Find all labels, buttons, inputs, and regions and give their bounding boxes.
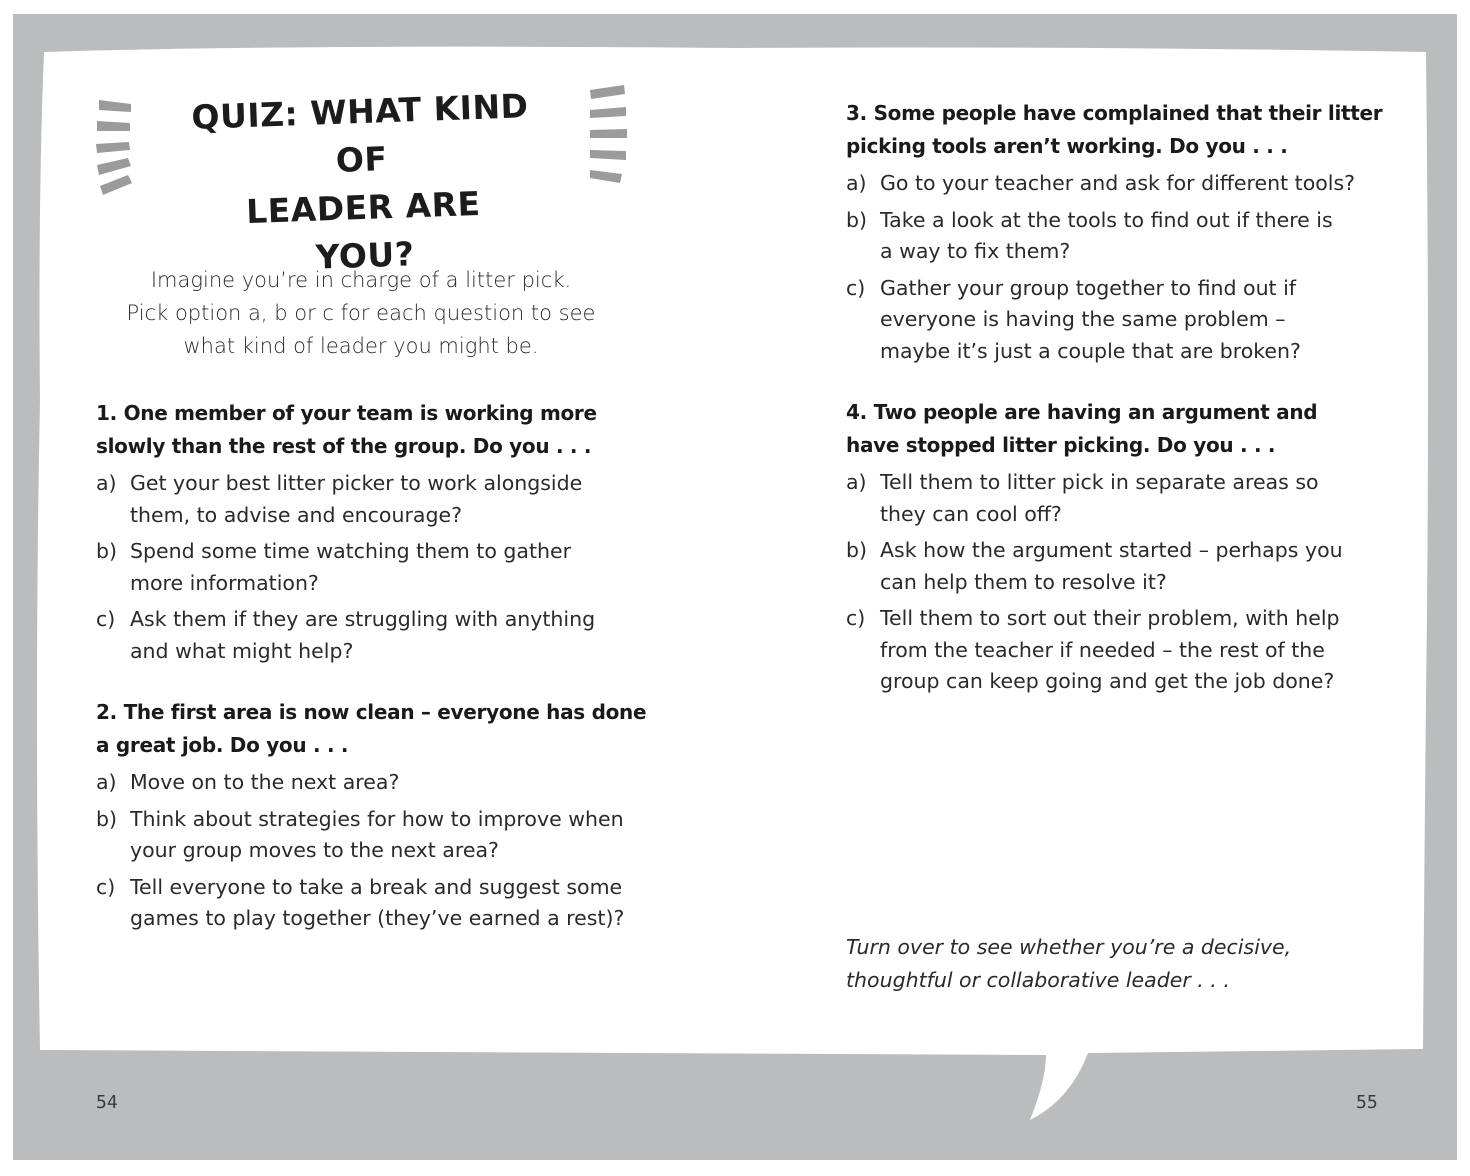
option-line: Take a look at the tools to find out if there is <box>880 207 1333 232</box>
page-number-left: 54 <box>96 1092 118 1113</box>
option-line: Tell them to litter pick in separate areas so <box>880 470 1319 494</box>
option-text <box>130 604 595 667</box>
option-text <box>130 767 399 799</box>
option-text <box>880 467 1319 530</box>
option-line: Get your best litter picker to work alongside <box>130 471 583 495</box>
option-line: Think about strategies for how to improve when <box>130 806 624 831</box>
option-text <box>880 603 1340 698</box>
option-line: Ask how the argument started – perhaps you <box>880 538 1343 562</box>
option-line: group can keep going and get the job done? <box>880 669 1335 693</box>
option-line: your group moves to the next area? <box>130 838 499 862</box>
option-letter: b) <box>846 538 868 562</box>
option-a <box>96 468 656 531</box>
question-heading-line: 1. One member of your team is working more <box>96 401 597 425</box>
question-1 <box>96 397 656 667</box>
option-b <box>846 535 1386 598</box>
option-line: they can cool off? <box>880 501 1062 526</box>
question-heading-line: slowly than the rest of the group. Do you . . . <box>96 434 592 458</box>
option-text <box>130 872 624 935</box>
question-3 <box>846 97 1386 367</box>
turn-over-note <box>846 931 1326 997</box>
option-letter: a) <box>846 470 867 494</box>
option-line: games to play together (they’ve earned a rest)? <box>130 906 625 930</box>
option-c <box>846 273 1386 368</box>
option-letter: c) <box>96 607 116 631</box>
option-line: a way to fix them? <box>880 239 1071 263</box>
intro-text <box>96 264 626 363</box>
intro-line: Pick option a, b or c for each question to see <box>126 301 596 325</box>
option-line: Spend some time watching them to gather <box>130 539 572 563</box>
option-text <box>130 536 571 599</box>
option-line: everyone is having the same problem – <box>880 307 1286 331</box>
option-letter: b) <box>846 207 868 232</box>
option-line: Go to your teacher and ask for different tools? <box>880 171 1356 195</box>
option-a <box>846 168 1386 200</box>
option-line: Tell them to sort out their problem, with help <box>880 606 1340 630</box>
question-heading-line: a great job. Do you . . . <box>96 733 349 757</box>
option-c <box>846 603 1386 698</box>
question-heading-line: 2. The first area is now clean – everyone has done <box>96 700 647 724</box>
intro-line: Imagine you’re in charge of a litter pick. <box>150 268 572 292</box>
option-text <box>130 468 582 531</box>
option-line: Tell everyone to take a break and suggest some <box>130 874 623 899</box>
option-text <box>880 205 1333 268</box>
option-line: Move on to the next area? <box>130 770 400 794</box>
option-b <box>846 205 1386 268</box>
option-a <box>96 767 656 799</box>
option-line: more information? <box>130 570 319 595</box>
option-text <box>130 804 624 867</box>
option-letter: b) <box>96 539 118 563</box>
option-text <box>880 535 1343 598</box>
option-line: and what might help? <box>130 638 354 663</box>
option-line: from the teacher if needed – the rest of the <box>880 637 1325 662</box>
intro-line: what kind of leader you might be. <box>183 334 539 358</box>
option-line: them, to advise and encourage? <box>130 502 462 527</box>
option-text <box>880 273 1301 368</box>
option-line: maybe it’s just a couple that are broken? <box>880 338 1301 363</box>
option-letter: b) <box>96 806 118 831</box>
option-letter: c) <box>96 874 116 899</box>
question-heading-line: 4. Two people are having an argument and <box>846 400 1318 424</box>
option-c <box>96 872 656 935</box>
option-letter: c) <box>846 606 866 630</box>
quiz-title-line: LEADER ARE YOU? <box>245 183 482 277</box>
quiz-title <box>187 82 538 286</box>
option-letter: a) <box>96 770 117 794</box>
option-letter: c) <box>846 275 866 300</box>
option-text <box>880 168 1355 200</box>
option-a <box>846 467 1386 530</box>
option-line: Gather your group together to find out if <box>880 275 1297 300</box>
quiz-title-line: QUIZ: WHAT KIND OF <box>190 86 530 180</box>
option-letter: a) <box>846 171 867 195</box>
question-2 <box>96 696 656 935</box>
turn-over-line: thoughtful or collaborative leader . . . <box>846 968 1230 992</box>
left-column <box>96 397 656 964</box>
question-heading <box>96 397 656 463</box>
question-4 <box>846 396 1386 698</box>
option-line: Ask them if they are struggling with anything <box>130 607 596 631</box>
question-heading-line: have stopped litter picking. Do you . . . <box>846 433 1276 457</box>
question-heading <box>846 396 1386 462</box>
question-heading-line: picking tools aren’t working. Do you . . . <box>846 134 1288 158</box>
right-column <box>846 97 1386 727</box>
option-b <box>96 804 656 867</box>
option-line: can help them to resolve it? <box>880 569 1167 594</box>
page-number-right: 55 <box>1356 1092 1378 1113</box>
question-heading <box>846 97 1386 163</box>
turn-over-line: Turn over to see whether you’re a decisive, <box>846 935 1292 959</box>
question-heading <box>96 696 656 762</box>
option-c <box>96 604 656 667</box>
option-b <box>96 536 656 599</box>
question-heading-line: 3. Some people have complained that their litter <box>846 101 1383 125</box>
option-letter: a) <box>96 471 117 495</box>
